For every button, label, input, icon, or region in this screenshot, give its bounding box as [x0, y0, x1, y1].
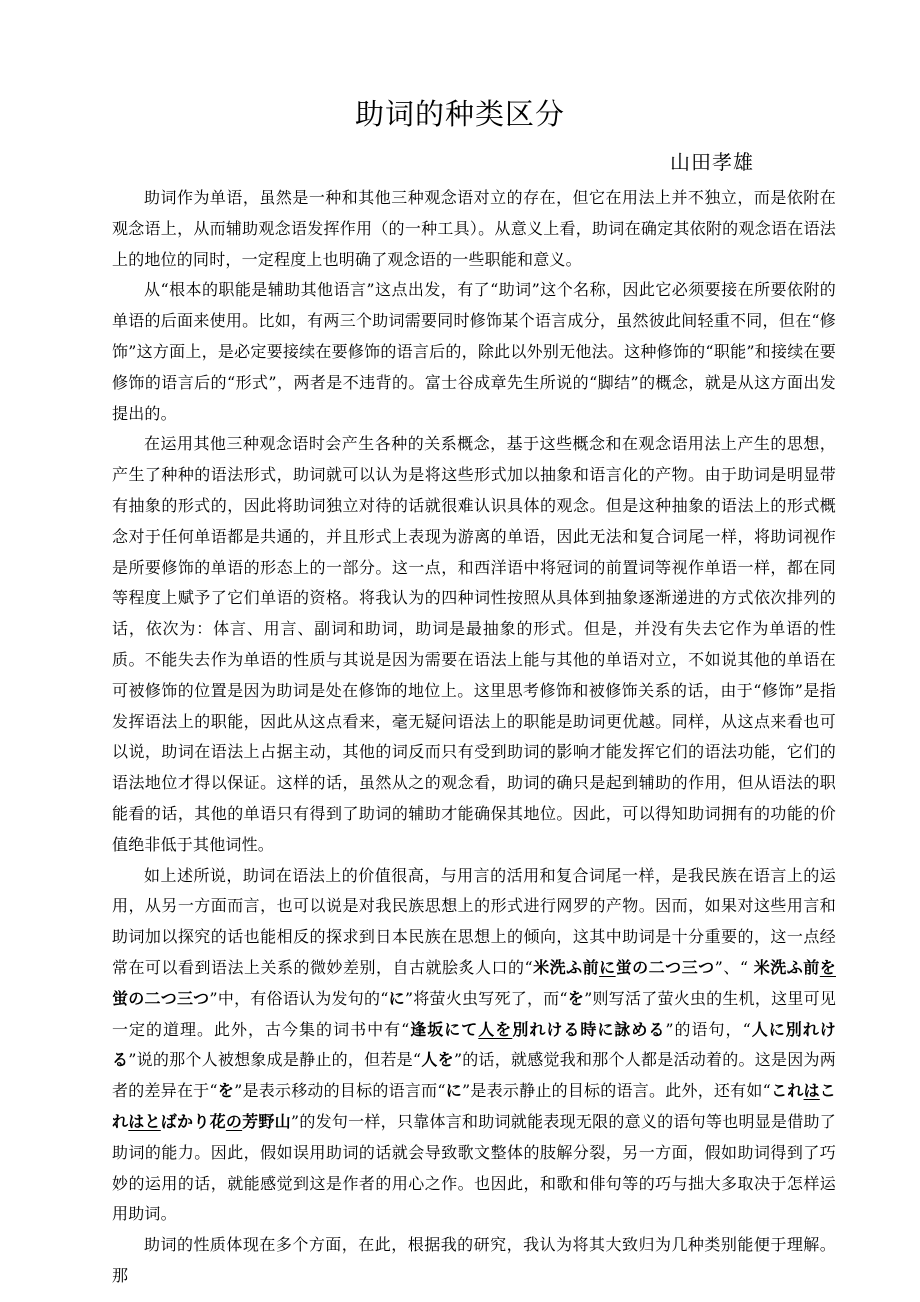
japanese-quote: これはこれはとばかり花の芳野山	[112, 1081, 836, 1131]
text-segment: ”的语句，“	[665, 1019, 751, 1039]
paragraph-5: 助词的性质体现在多个方面，在此，根据我的研究，我认为将其大致归为几种类别能便于理解。那	[112, 1235, 836, 1285]
japanese-quote: 人を	[421, 1050, 454, 1070]
japanese-particle: に	[388, 988, 405, 1008]
document-title: 助词的种类区分	[354, 97, 565, 131]
paragraph-4	[112, 861, 836, 1231]
paragraph-3: 在运用其他三种观念语时会产生各种的关系概念，基于这些概念和在观念语用法上产生的思想，产生了种种的语法形式，助词就可以认为是将这些形式加以抽象和语言化的产物。由于助词是明显带有抽象的形式的，因此将助词独立对待的话就很难认识具体的观念。但是这种抽象的语法上的形式概念对于任何单语都是共通的，并且形式上表现为游离的单语，因此无法和复合词尾一样，将助词视作是所要修饰的单语的形态上的一部分。这一点，和西洋语中将冠词的前置词等视作单语一样，都在同等程度上赋予了它们单语的资格。将我认为的四种词性按照从具体到抽象逐渐递进的方式依次排列的话，依次为：体言、用言、副词和助词，助词是最抽象的形式。但是，并没有失去它作为单语的性质。不能失去作为单语的性质与其说是因为需要在语法上能与其他的单语对立，不如说其他的单语在可被修饰的位置是因为助词是处在修饰的地位上。这里思考修饰和被修饰关系的话，由于“修饰”是指发挥语法上的职能，因此从这点看来，毫无疑问语法上的职能是助词更优越。同样，从这点来看也可以说，助词在语法上占据主动，其他的词反而只有受到助词的影响才能发挥它们的语法功能，它们的语法地位才得以保证。这样的话，虽然从之的观念看，助词的确只是起到辅助的作用，但从语法的职能看的话，其他的单语只有得到了助词的辅助才能确保其地位。因此，可以得知助词拥有的功能的价值绝非低于其他词性。	[112, 434, 836, 854]
text-segment: 如上述所说，助词在语法上的价值很高，与用言的活用和复合词尾一样，是我民族在语言上的运用，从另一方面而言，也可以说是对我民族思想上的形式进行网罗的产物。因而，如果对这些用言和助词加以探究的话也能相反的探求到日本民族在思想上的倾向，这其中助词是十分重要的，这一点经常在可以看到语法上关系的微妙差别，自古就脍炙人口的“	[112, 865, 836, 977]
paragraph-2: 从“根本的职能是辅助其他语言”这点出发，有了“助词”这个名称，因此它必须要接在所要依附的单语的后面来使用。比如，有两三个助词需要同时修饰某个语言成分，虽然彼此间轻重不同，但在“修饰”这方面上，是必定要接续在要修饰的语言后的，除此以外别无他法。这种修饰的“职能”和接续在要修饰的语言后的“形式”，两者是不违背的。富士谷成章先生所说的“脚结”的概念，就是从这方面出发提出的。	[112, 280, 836, 423]
japanese-quote: 米洗ふ前を蛍の二つ三つ	[112, 957, 836, 1008]
text-segment: ”将萤火虫写死了，而“	[404, 988, 568, 1008]
text-segment: ”的话，就感觉我和那个人都是活动着的。这是因为两者的差异在于“	[112, 1050, 836, 1101]
text-segment: ”说的那个人被想象成是静止的，但若是“	[128, 1050, 422, 1070]
japanese-quote: 人に別れける	[112, 1019, 836, 1070]
text-segment: ”中，有俗语认为发句的“	[209, 988, 389, 1008]
japanese-quote: 逢坂にて人を別れける時に詠める	[409, 1019, 666, 1039]
japanese-particle: に	[445, 1081, 462, 1101]
text-segment: ”、“	[714, 957, 754, 977]
text-segment: ”是表示移动的目标的语言而“	[234, 1081, 446, 1101]
text-segment: ”是表示静止的目标的语言。此外，还有如“	[461, 1081, 772, 1101]
japanese-particle: を	[217, 1081, 235, 1101]
text-segment: ”则写活了萤火虫的生机，这里可见一定的道理。此外，古今集的词书中有“	[112, 988, 837, 1039]
author-name: 山田孝雄	[670, 150, 754, 174]
japanese-particle: を	[567, 988, 585, 1008]
document-body	[112, 183, 836, 1292]
japanese-quote: 米洗ふ前に蛍の二つ三つ	[532, 957, 715, 977]
text-segment: ”的发句一样，只靠体言和助词就能表现无限的意义的语句等也明显是借助了助词的能力。因此，假如误用助词的话就会导致歌文整体的肢解分裂，另一方面，假如助词得到了巧妙的运用的话，就能感觉到这是作者的用心之作。也因此，和歌和俳句等的巧与拙大多取决于怎样运用助词。	[112, 1111, 836, 1224]
paragraph-1: 助词作为单语，虽然是一种和其他三种观念语对立的存在，但它在用法上并不独立，而是依附在观念语上，从而辅助观念语发挥作用（的一种工具）。从意义上看，助词在确定其依附的观念语在语法上的地位的同时，一定程度上也明确了观念语的一些职能和意义。	[112, 188, 836, 269]
